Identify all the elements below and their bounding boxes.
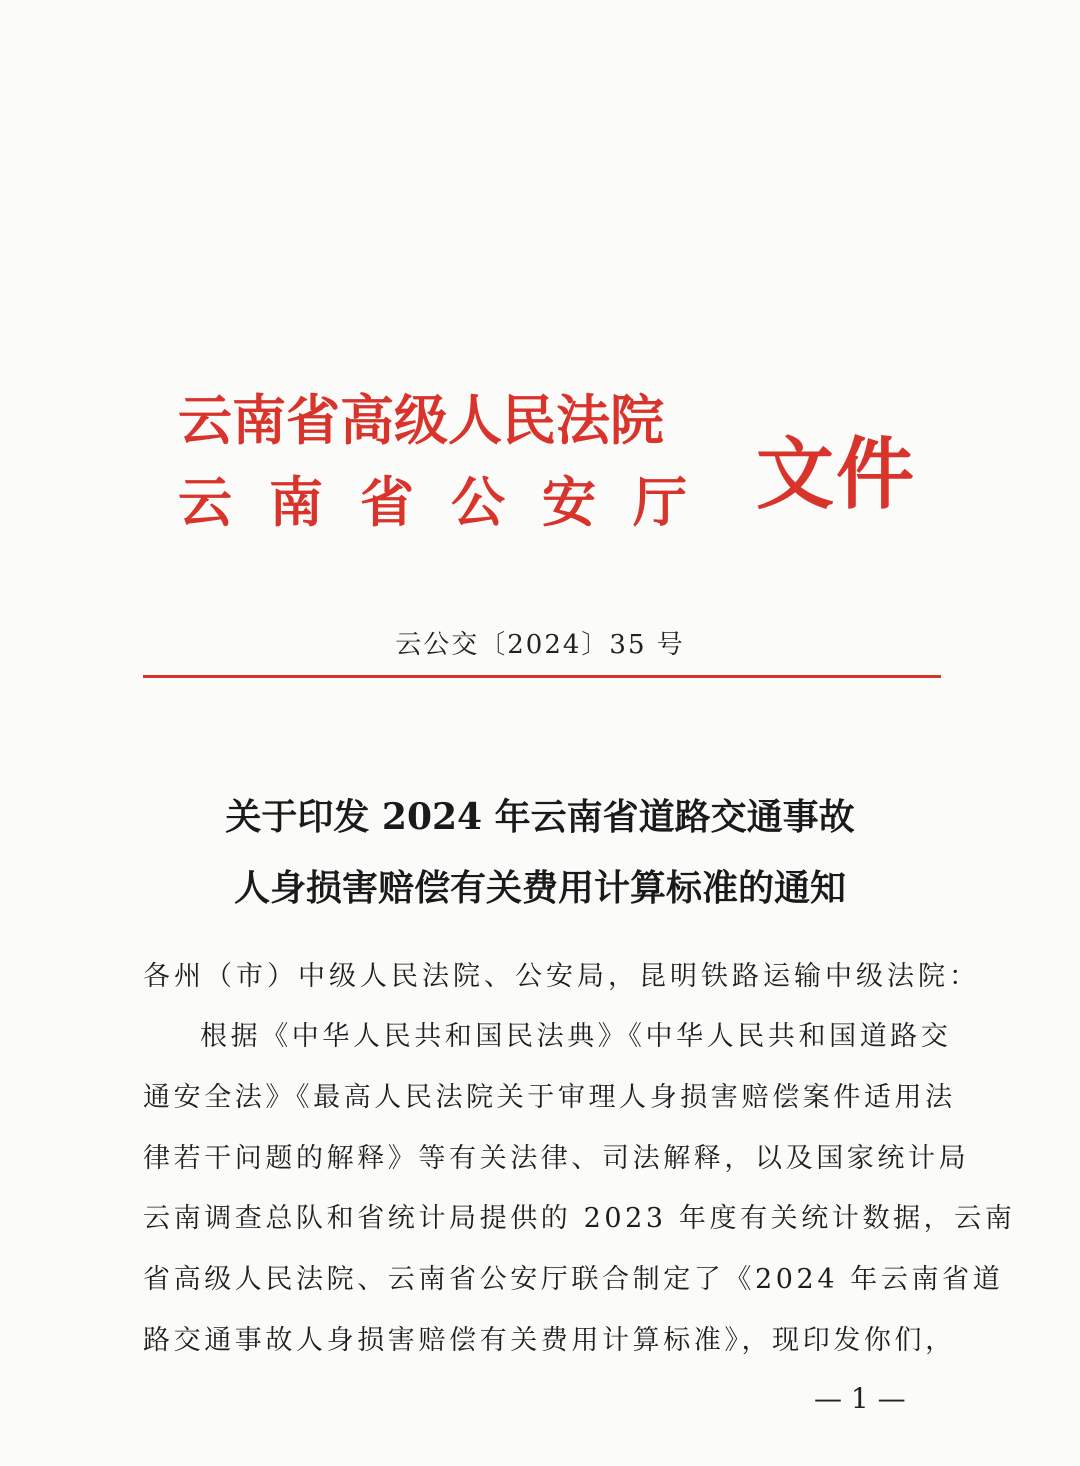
body-line: 云南调查总队和省统计局提供的 2023 年度有关统计数据，云南 <box>143 1203 1016 1234</box>
issuer-police: 云南省公安厅 <box>178 470 724 534</box>
page-number: — 1 — <box>814 1382 906 1415</box>
addressee: 各州（市）中级人民法院、公安局，昆明铁路运输中级法院： <box>143 961 980 992</box>
body-line: 通安全法》《最高人民法院关于审理人身损害赔偿案件适用法 <box>143 1082 956 1113</box>
title-line-1: 关于印发 2024 年云南省道路交通事故 <box>225 796 855 838</box>
issuer-court: 云南省高级人民法院 <box>178 388 664 452</box>
file-label: 文件 <box>756 429 917 520</box>
body-line: 律若干问题的解释》等有关法律、司法解释，以及国家统计局 <box>143 1143 970 1174</box>
body-line: 根据《中华人民共和国民法典》《中华人民共和国道路交 <box>200 1021 952 1052</box>
issuer-header <box>178 370 918 540</box>
body-line: 省高级人民法院、云南省公安厅联合制定了《2024 年云南省道 <box>143 1264 1004 1295</box>
red-divider <box>143 675 941 678</box>
title-line-2: 人身损害赔偿有关费用计算标准的通知 <box>233 867 846 909</box>
body-line: 路交通事故人身损害赔偿有关费用计算标准》，现印发你们， <box>143 1325 956 1356</box>
document-number: 云公交〔2024〕35 号 <box>395 630 685 660</box>
